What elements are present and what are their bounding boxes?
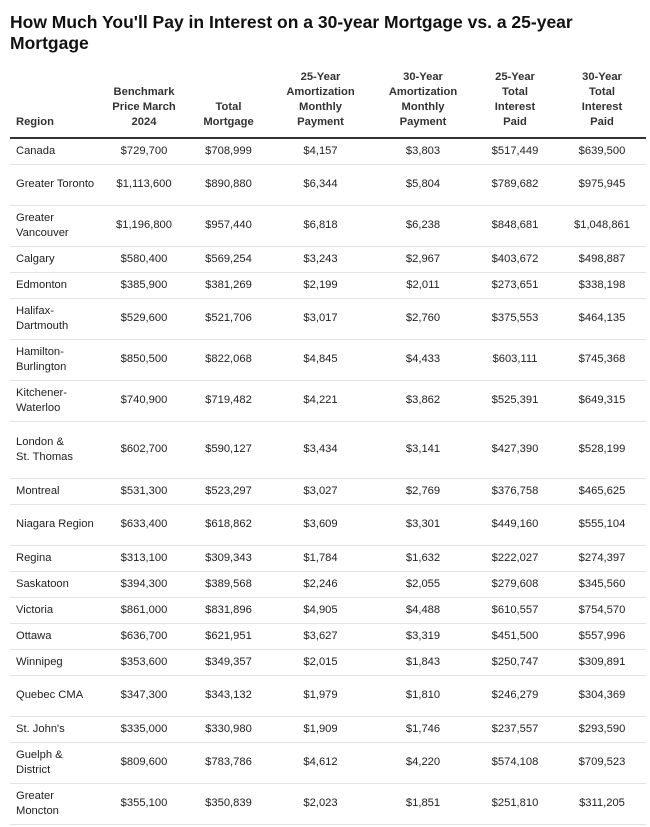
header-row [10,70,646,138]
table-row [10,572,646,598]
monthly-payment-30yr-cell: $1,843 [374,650,472,676]
total-interest-30yr-cell: $528,199 [558,422,646,479]
monthly-payment-30yr-cell: $3,141 [374,422,472,479]
total-mortgage-cell: $890,880 [190,165,267,206]
total-interest-25yr-cell: $574,108 [472,743,558,784]
total-mortgage-cell: $719,482 [190,381,267,422]
table-row [10,422,646,479]
table-row [10,479,646,505]
table-row [10,273,646,299]
table-row [10,784,646,825]
monthly-payment-30yr-cell: $3,301 [374,505,472,546]
total-interest-30yr-cell: $338,198 [558,273,646,299]
table-row [10,247,646,273]
region-cell: Montreal [10,479,98,505]
total-interest-30yr-cell: $649,315 [558,381,646,422]
monthly-payment-25yr-cell: $4,221 [267,381,374,422]
table-row [10,299,646,340]
page-title: How Much You'll Pay in Interest on a 30-year Mortgage vs. a 25-year Mortgage [10,12,573,53]
column-header-benchmark-price: Benchmark Price March 2024 [98,70,190,138]
monthly-payment-30yr-cell: $3,319 [374,624,472,650]
region-cell: Calgary [10,247,98,273]
region-cell: Regina [10,546,98,572]
benchmark-price-cell: $740,900 [98,381,190,422]
monthly-payment-25yr-cell: $3,627 [267,624,374,650]
total-interest-25yr-cell: $246,279 [472,676,558,717]
monthly-payment-25yr-cell: $2,015 [267,650,374,676]
benchmark-price-cell: $313,100 [98,546,190,572]
monthly-payment-30yr-cell: $3,862 [374,381,472,422]
benchmark-price-cell: $729,700 [98,138,190,165]
benchmark-price-cell: $861,000 [98,598,190,624]
total-interest-25yr-cell: $250,747 [472,650,558,676]
total-mortgage-cell: $343,132 [190,676,267,717]
column-header-30yr-total-interest: 30-Year Total Interest Paid [558,70,646,138]
region-cell: Guelph & District [10,743,98,784]
monthly-payment-25yr-cell: $3,609 [267,505,374,546]
table-row [10,676,646,717]
region-cell: St. John's [10,717,98,743]
total-interest-25yr-cell: $610,557 [472,598,558,624]
monthly-payment-30yr-cell: $2,055 [374,572,472,598]
total-mortgage-cell: $349,357 [190,650,267,676]
table-row [10,743,646,784]
total-interest-30yr-cell: $557,996 [558,624,646,650]
table-row [10,165,646,206]
column-header-30yr-monthly-payment: 30-Year Amortization Monthly Payment [374,70,472,138]
column-header-25yr-total-interest: 25-Year Total Interest Paid [472,70,558,138]
total-interest-25yr-cell: $222,027 [472,546,558,572]
total-interest-30yr-cell: $639,500 [558,138,646,165]
monthly-payment-25yr-cell: $2,023 [267,784,374,825]
monthly-payment-25yr-cell: $4,905 [267,598,374,624]
total-mortgage-cell: $708,999 [190,138,267,165]
benchmark-price-cell: $850,500 [98,340,190,381]
total-interest-25yr-cell: $237,557 [472,717,558,743]
total-interest-25yr-cell: $403,672 [472,247,558,273]
total-mortgage-cell: $621,951 [190,624,267,650]
region-cell: Kitchener-Waterloo [10,381,98,422]
total-interest-30yr-cell: $345,560 [558,572,646,598]
region-cell: Greater Toronto [10,165,98,206]
table-row [10,624,646,650]
benchmark-price-cell: $1,196,800 [98,206,190,247]
monthly-payment-25yr-cell: $3,434 [267,422,374,479]
total-mortgage-cell: $381,269 [190,273,267,299]
monthly-payment-25yr-cell: $1,979 [267,676,374,717]
monthly-payment-30yr-cell: $4,488 [374,598,472,624]
benchmark-price-cell: $531,300 [98,479,190,505]
total-interest-30yr-cell: $304,369 [558,676,646,717]
table-row [10,206,646,247]
benchmark-price-cell: $335,000 [98,717,190,743]
table-row [10,505,646,546]
total-interest-25yr-cell: $603,111 [472,340,558,381]
monthly-payment-25yr-cell: $2,246 [267,572,374,598]
monthly-payment-30yr-cell: $1,851 [374,784,472,825]
total-mortgage-cell: $590,127 [190,422,267,479]
benchmark-price-cell: $1,113,600 [98,165,190,206]
total-mortgage-cell: $822,068 [190,340,267,381]
mortgage-table [10,70,646,825]
total-mortgage-cell: $309,343 [190,546,267,572]
region-cell: Winnipeg [10,650,98,676]
total-interest-25yr-cell: $375,553 [472,299,558,340]
table-row [10,340,646,381]
total-interest-25yr-cell: $427,390 [472,422,558,479]
benchmark-price-cell: $529,600 [98,299,190,340]
monthly-payment-30yr-cell: $3,803 [374,138,472,165]
total-interest-25yr-cell: $376,758 [472,479,558,505]
total-mortgage-cell: $783,786 [190,743,267,784]
table-row [10,546,646,572]
region-cell: Niagara Region [10,505,98,546]
monthly-payment-25yr-cell: $3,243 [267,247,374,273]
table-row [10,381,646,422]
monthly-payment-25yr-cell: $6,344 [267,165,374,206]
monthly-payment-30yr-cell: $4,433 [374,340,472,381]
benchmark-price-cell: $353,600 [98,650,190,676]
benchmark-price-cell: $636,700 [98,624,190,650]
region-cell: Halifax-Dartmouth [10,299,98,340]
total-interest-30yr-cell: $465,625 [558,479,646,505]
benchmark-price-cell: $602,700 [98,422,190,479]
benchmark-price-cell: $580,400 [98,247,190,273]
benchmark-price-cell: $355,100 [98,784,190,825]
total-mortgage-cell: $350,839 [190,784,267,825]
region-cell: Greater Vancouver [10,206,98,247]
total-mortgage-cell: $831,896 [190,598,267,624]
monthly-payment-30yr-cell: $4,220 [374,743,472,784]
table-body [10,138,646,825]
monthly-payment-30yr-cell: $1,632 [374,546,472,572]
monthly-payment-30yr-cell: $2,769 [374,479,472,505]
total-mortgage-cell: $957,440 [190,206,267,247]
region-cell: Ottawa [10,624,98,650]
column-header-total-mortgage: Total Mortgage [190,70,267,138]
total-interest-30yr-cell: $709,523 [558,743,646,784]
total-interest-25yr-cell: $273,651 [472,273,558,299]
region-cell: Saskatoon [10,572,98,598]
region-cell: Quebec CMA [10,676,98,717]
region-cell: Canada [10,138,98,165]
monthly-payment-25yr-cell: $4,157 [267,138,374,165]
table-row [10,598,646,624]
benchmark-price-cell: $394,300 [98,572,190,598]
monthly-payment-30yr-cell: $2,760 [374,299,472,340]
monthly-payment-30yr-cell: $2,011 [374,273,472,299]
monthly-payment-30yr-cell: $5,804 [374,165,472,206]
table-row [10,717,646,743]
total-interest-25yr-cell: $525,391 [472,381,558,422]
total-interest-25yr-cell: $848,681 [472,206,558,247]
column-header-25yr-monthly-payment: 25-Year Amortization Monthly Payment [267,70,374,138]
total-interest-25yr-cell: $449,160 [472,505,558,546]
total-interest-30yr-cell: $311,205 [558,784,646,825]
benchmark-price-cell: $633,400 [98,505,190,546]
region-cell: Hamilton-Burlington [10,340,98,381]
total-interest-25yr-cell: $789,682 [472,165,558,206]
total-interest-30yr-cell: $745,368 [558,340,646,381]
table-row [10,138,646,165]
total-interest-30yr-cell: $555,104 [558,505,646,546]
monthly-payment-25yr-cell: $4,845 [267,340,374,381]
monthly-payment-25yr-cell: $1,909 [267,717,374,743]
monthly-payment-25yr-cell: $4,612 [267,743,374,784]
total-interest-30yr-cell: $464,135 [558,299,646,340]
region-cell: London & St. Thomas [10,422,98,479]
total-mortgage-cell: $330,980 [190,717,267,743]
column-header-region: Region [10,70,98,138]
total-interest-30yr-cell: $293,590 [558,717,646,743]
total-interest-30yr-cell: $274,397 [558,546,646,572]
monthly-payment-30yr-cell: $6,238 [374,206,472,247]
monthly-payment-25yr-cell: $6,818 [267,206,374,247]
benchmark-price-cell: $347,300 [98,676,190,717]
monthly-payment-30yr-cell: $1,810 [374,676,472,717]
region-cell: Edmonton [10,273,98,299]
monthly-payment-25yr-cell: $2,199 [267,273,374,299]
total-mortgage-cell: $523,297 [190,479,267,505]
total-mortgage-cell: $569,254 [190,247,267,273]
total-interest-25yr-cell: $251,810 [472,784,558,825]
region-cell: Greater Moncton [10,784,98,825]
total-mortgage-cell: $389,568 [190,572,267,598]
monthly-payment-25yr-cell: $3,027 [267,479,374,505]
total-interest-30yr-cell: $309,891 [558,650,646,676]
total-interest-25yr-cell: $517,449 [472,138,558,165]
monthly-payment-25yr-cell: $1,784 [267,546,374,572]
total-mortgage-cell: $521,706 [190,299,267,340]
benchmark-price-cell: $385,900 [98,273,190,299]
region-cell: Victoria [10,598,98,624]
benchmark-price-cell: $809,600 [98,743,190,784]
monthly-payment-30yr-cell: $1,746 [374,717,472,743]
total-interest-30yr-cell: $1,048,861 [558,206,646,247]
total-interest-30yr-cell: $975,945 [558,165,646,206]
monthly-payment-25yr-cell: $3,017 [267,299,374,340]
total-interest-30yr-cell: $498,887 [558,247,646,273]
table-row [10,650,646,676]
total-interest-30yr-cell: $754,570 [558,598,646,624]
total-mortgage-cell: $618,862 [190,505,267,546]
monthly-payment-30yr-cell: $2,967 [374,247,472,273]
total-interest-25yr-cell: $279,608 [472,572,558,598]
total-interest-25yr-cell: $451,500 [472,624,558,650]
